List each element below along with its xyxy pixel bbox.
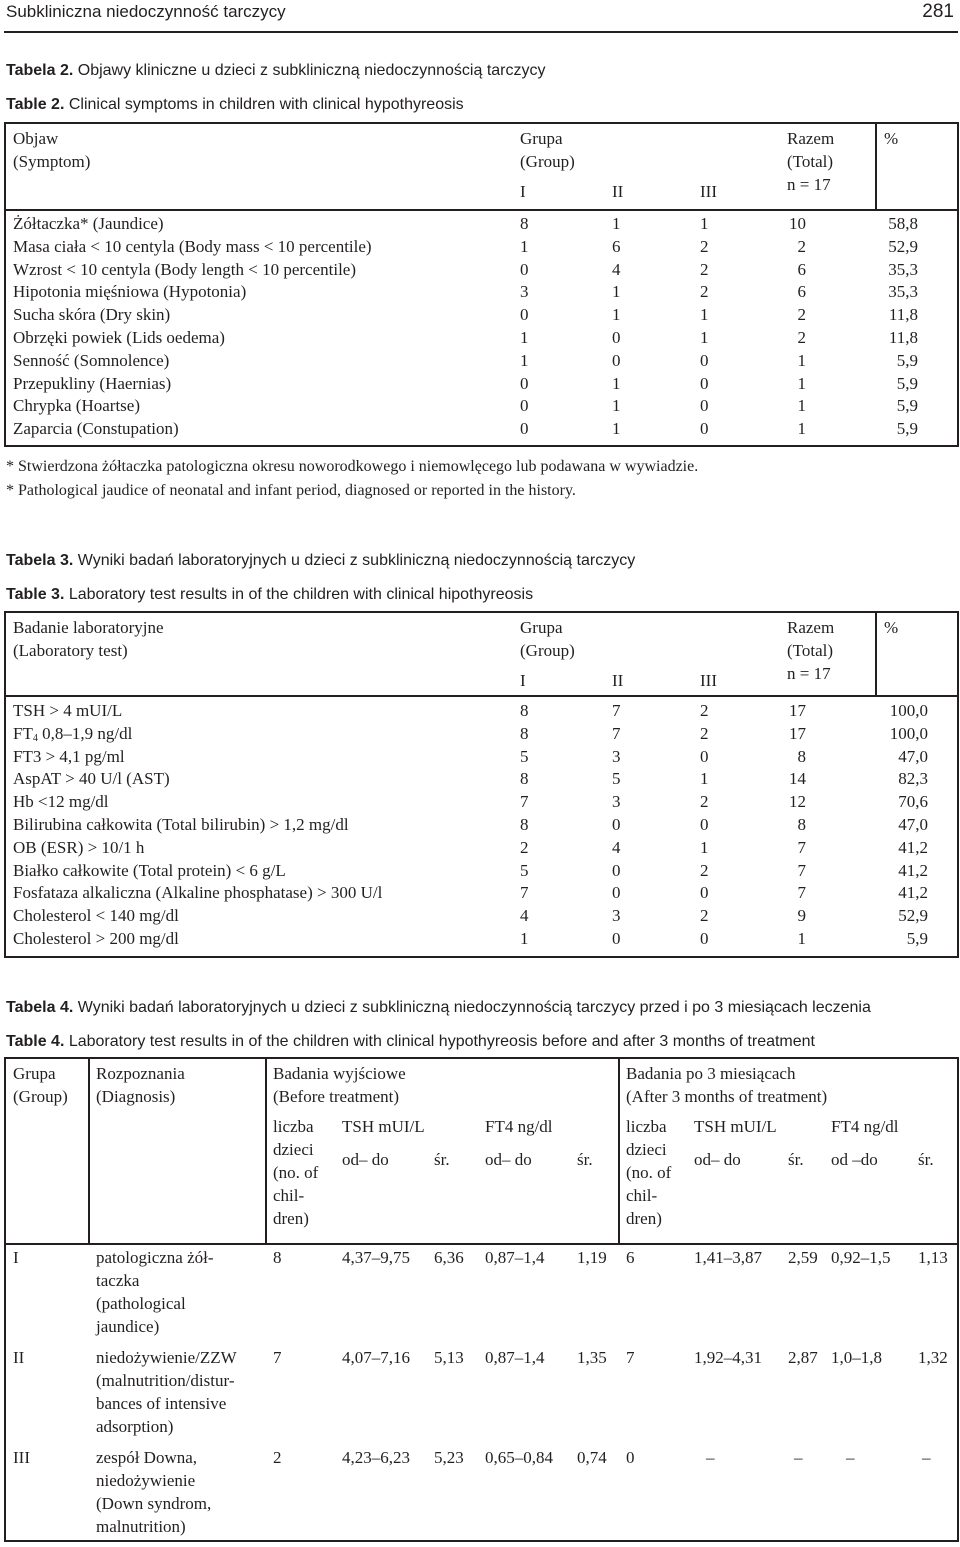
table4-before-header: Badania wyjściowe (Before treatment) [273, 1064, 406, 1106]
table3-pct-divider [875, 613, 877, 695]
table3-row-group-2: 0 [612, 929, 621, 948]
table3-row-label: TSH > 4 mUI/L [13, 701, 123, 720]
table4-row-before-count: 8 [273, 1248, 282, 1267]
table2-footnote-pl: * Stwierdzona żółtaczka patologiczna okresu noworodkowego i niemowlęcego lub podawana w wywiadzie. [6, 458, 699, 475]
table3-row-total: 14 [789, 769, 806, 789]
table4-row-before-ft4-mean: 0,74 [577, 1448, 607, 1467]
table4-after-ft4-range-header: od –do [831, 1150, 878, 1169]
table4-before-ft4-range-header: od– do [485, 1150, 532, 1169]
table4-row-before-tsh-mean: 6,36 [434, 1248, 464, 1267]
table2-row-group-2: 1 [612, 373, 621, 393]
table2-row-pct: 5,9 [896, 350, 918, 370]
table4-after-ft4-mean-header: śr. [918, 1150, 934, 1169]
table4-row-after-ft4-mean: 1,13 [918, 1248, 948, 1267]
table4-row-group: II [13, 1348, 25, 1367]
table2-row-label: Zaparcia (Constupation) [13, 419, 179, 439]
table3-row-group-1: 8 [520, 769, 529, 789]
table2-row-pct: 35,3 [888, 282, 918, 302]
table2-row-group-1: 0 [520, 373, 529, 393]
table3-row-label: Fosfataza alkaliczna (Alkaline phosphatase) > 300 U/l [13, 883, 383, 903]
table2-row-pct: 5,9 [896, 419, 918, 439]
table2-col-total-header: Razem (Total) n = 17 [787, 129, 835, 194]
table2-row-group-3: 1 [700, 328, 709, 347]
table3-row-group-2: 7 [612, 723, 621, 743]
table4-row-after-count: 0 [626, 1448, 635, 1467]
table2-row-group-3: 0 [700, 396, 709, 416]
table3-row-group-2: 0 [612, 883, 621, 903]
table4-after-count-header: liczba dzieci (no. of chil- dren) [626, 1117, 672, 1228]
table2-row-group-3: 0 [700, 419, 709, 439]
table2-row-group-2: 1 [612, 282, 621, 302]
table2-col-group-3: III [700, 182, 717, 201]
table2-row-group-1: 1 [520, 236, 529, 256]
table3-header-rule [6, 695, 957, 697]
table2-row-group-3: 2 [700, 236, 709, 256]
table4-row-before-ft4-mean: 1,35 [577, 1348, 607, 1367]
table2-col-group-header: Grupa (Group) [520, 129, 575, 171]
table3-row-group-2: 3 [612, 746, 621, 766]
table4-row-after-ft4-mean: 1,32 [918, 1348, 948, 1367]
table4-after-tsh-range-header: od– do [694, 1150, 741, 1169]
table3-row-group-1: 7 [520, 792, 529, 812]
table4-after-tsh-header: TSH mUI/L [694, 1117, 777, 1136]
table2-col-group-2: II [612, 182, 624, 201]
table3-col-group-1: I [520, 671, 526, 690]
table4-caption-en: Table 4. Laboratory test results in of the children with clinical hypothyreosis before and after 3 months of treatment [6, 1033, 815, 1050]
table2-row-group-3: 2 [700, 259, 709, 279]
table2-row-total: 10 [789, 214, 806, 233]
table2-row-pct: 58,8 [888, 214, 918, 233]
table3-row-pct: 5,9 [906, 929, 928, 948]
table3-row-pct: 41,2 [898, 883, 928, 903]
table3-row-group-3: 0 [700, 929, 709, 948]
page-header [4, 0, 958, 33]
table2-row-total: 6 [797, 259, 806, 279]
table4-before-tsh-mean-header: śr. [434, 1150, 450, 1169]
table3-row-label: Cholesterol > 200 mg/dl [13, 929, 179, 948]
table3-caption-pl: Tabela 3. Wyniki badań laboratoryjnych u dzieci z subkliniczną niedoczynnością tarczycy [6, 552, 636, 569]
table2-row-label: Sucha skóra (Dry skin) [13, 305, 171, 325]
table4-divider-after [618, 1059, 620, 1243]
table3-row-total: 7 [797, 883, 806, 903]
table2-row-group-2: 1 [612, 214, 621, 233]
table2-row-group-3: 0 [700, 373, 709, 393]
table2-row-label: Przepukliny (Haernias) [13, 373, 172, 393]
table4-row-before-count: 7 [273, 1348, 282, 1367]
table2-row-total: 1 [797, 350, 806, 370]
table4-row-before-ft4-range: 0,87–1,4 [485, 1248, 545, 1267]
table3-row-group-3: 1 [700, 837, 709, 857]
table4-row-before-tsh-range: 4,07–7,16 [342, 1348, 410, 1367]
table2-col-symptom-header: Objaw (Symptom) [13, 129, 91, 171]
table4-after-tsh-mean-header: śr. [788, 1150, 804, 1169]
table2-row-group-1: 0 [520, 396, 529, 416]
table3-row-group-2: 3 [612, 906, 621, 926]
table4-row-after-ft4-range: 0,92–1,5 [831, 1248, 891, 1267]
table2-row-group-1: 8 [520, 214, 529, 233]
table3-row-label: Bilirubina całkowita (Total bilirubin) > 1,2 mg/dl [13, 815, 349, 834]
table2-col-group-1: I [520, 182, 526, 201]
table4-row-after-ft4-mean: – [922, 1448, 931, 1467]
table3-row-total: 1 [797, 929, 806, 948]
table2-row-group-2: 0 [612, 328, 621, 347]
table3-row-group-1: 8 [520, 701, 529, 720]
table2-row-pct: 11,8 [888, 328, 918, 347]
table3-row-pct: 52,9 [898, 906, 928, 926]
table3-row-group-3: 0 [700, 883, 709, 903]
table3-row-group-2: 3 [612, 792, 621, 812]
table4-caption-pl: Tabela 4. Wyniki badań laboratoryjnych u dzieci z subkliniczną niedoczynnością tarczycy przed i po 3 miesiącach leczenia [6, 999, 871, 1016]
table2-row-group-2: 4 [612, 259, 621, 279]
table4-row-after-tsh-mean: 2,87 [788, 1348, 818, 1367]
table2-row-group-1: 3 [520, 282, 529, 302]
table4-header-rule [6, 1243, 957, 1245]
table3-col-group-2: II [612, 671, 624, 690]
table3-col-total-header: Razem (Total) n = 17 [787, 618, 835, 683]
table4-col-diagnosis-header: Rozpoznania (Diagnosis) [96, 1064, 185, 1106]
table3-col-pct-header: % [884, 618, 899, 637]
table3-row-pct: 41,2 [898, 837, 928, 857]
table2-row-total: 2 [797, 305, 806, 325]
table3-col-test-header: Badanie laboratoryjne (Laboratory test) [13, 618, 164, 660]
table3-row-group-2: 0 [612, 860, 621, 880]
table3-row-group-1: 2 [520, 837, 529, 857]
table3-row-group-3: 2 [700, 723, 709, 743]
table4-row-before-ft4-range: 0,65–0,84 [485, 1448, 553, 1467]
table3-row-pct: 100,0 [889, 701, 928, 720]
table4-before-ft4-header: FT4 ng/dl [485, 1117, 553, 1136]
table2-row-total: 1 [797, 419, 806, 439]
table3-row-group-2: 5 [612, 769, 621, 789]
table3-row-pct: 41,2 [898, 860, 928, 880]
table3-row-label: AspAT > 40 U/l (AST) [13, 769, 170, 789]
table3-row-pct: 47,0 [898, 815, 928, 834]
table2-row-group-3: 2 [700, 282, 709, 302]
table3-row-pct: 82,3 [898, 769, 928, 789]
table2-row-group-2: 1 [612, 396, 621, 416]
table2-row-total: 6 [797, 282, 806, 302]
table2-row-label: Obrzęki powiek (Lids oedema) [13, 328, 225, 347]
table3-row-pct: 70,6 [898, 792, 928, 812]
table2-pct-divider [875, 124, 877, 209]
table2-row-group-3: 1 [700, 305, 709, 325]
table3-row-group-1: 5 [520, 746, 529, 766]
table2-row-group-2: 1 [612, 419, 621, 439]
table4-divider-group [88, 1059, 90, 1243]
table4-row-after-count: 7 [626, 1348, 635, 1367]
table2-row-group-1: 0 [520, 419, 529, 439]
table4-row-before-ft4-mean: 1,19 [577, 1248, 607, 1267]
table2-row-label: Masa ciała < 10 centyla (Body mass < 10 percentile) [13, 236, 372, 256]
table2-row-label: Żółtaczka* (Jaundice) [13, 214, 164, 233]
table4-row-after-tsh-range: – [706, 1448, 715, 1467]
table2-row-group-1: 1 [520, 328, 529, 347]
table3-row-pct: 100,0 [889, 723, 928, 743]
table3-row-group-3: 1 [700, 769, 709, 789]
table3-row-group-1: 8 [520, 815, 529, 834]
table2-row-label: Senność (Somnolence) [13, 350, 170, 370]
table2-row-pct: 5,9 [896, 396, 918, 416]
table3-row-group-1: 5 [520, 860, 529, 880]
table4-row-after-tsh-mean: 2,59 [788, 1248, 818, 1267]
table3-row-group-3: 2 [700, 860, 709, 880]
table4 [4, 1057, 959, 1542]
table3-row-group-3: 0 [700, 815, 709, 834]
table4-row-group: III [13, 1448, 30, 1467]
table4-row-diagnosis: niedożywienie/ZZW (malnutrition/distur- bances of intensive adsorption) [96, 1348, 237, 1436]
table2-caption-en: Table 2. Clinical symptoms in children with clinical hypothyreosis [6, 96, 464, 113]
table4-row-before-count: 2 [273, 1448, 282, 1467]
table4-row-diagnosis: zespół Downa, niedożywienie (Down syndrom, malnutrition) [96, 1448, 212, 1536]
table4-row-after-ft4-range: 1,0–1,8 [831, 1348, 882, 1367]
table4-row-after-ft4-range: – [846, 1448, 855, 1467]
table2-row-total: 2 [797, 236, 806, 256]
table4-row-before-tsh-range: 4,23–6,23 [342, 1448, 410, 1467]
table3-row-total: 12 [789, 792, 806, 812]
table3-row-group-3: 2 [700, 701, 709, 720]
table2-row-label: Chrypka (Hoartse) [13, 396, 140, 416]
table3-row-total: 17 [789, 701, 806, 720]
table2-row-total: 1 [797, 396, 806, 416]
table3-row-group-2: 0 [612, 815, 621, 834]
table3-row-total: 8 [797, 815, 806, 834]
table3-row-total: 9 [797, 906, 806, 926]
table2-row-pct: 5,9 [896, 373, 918, 393]
table4-row-after-count: 6 [626, 1248, 635, 1267]
table2-header-rule [6, 209, 957, 211]
table2-row-group-2: 6 [612, 236, 621, 256]
table4-row-before-tsh-range: 4,37–9,75 [342, 1248, 410, 1267]
running-title: Subkliniczna niedoczynność tarczycy [6, 2, 286, 21]
table2-row-pct: 35,3 [888, 259, 918, 279]
table2-row-group-2: 0 [612, 350, 621, 370]
table4-before-count-header: liczba dzieci (no. of chil- dren) [273, 1117, 319, 1228]
table3-row-total: 7 [797, 860, 806, 880]
table4-row-before-tsh-mean: 5,13 [434, 1348, 464, 1367]
table3-row-label: OB (ESR) > 10/1 h [13, 837, 145, 857]
table4-after-header: Badania po 3 miesiącach (After 3 months of treatment) [626, 1064, 828, 1106]
table4-before-tsh-header: TSH mUI/L [342, 1117, 425, 1136]
table3-row-pct: 47,0 [898, 746, 928, 766]
table2-caption-pl: Tabela 2. Objawy kliniczne u dzieci z subkliniczną niedoczynnością tarczycy [6, 62, 546, 79]
table2-col-pct-header: % [884, 129, 899, 148]
table3-row-group-1: 4 [520, 906, 529, 926]
table4-row-after-tsh-range: 1,41–3,87 [694, 1248, 762, 1267]
table4-row-before-tsh-mean: 5,23 [434, 1448, 464, 1467]
table4-row-diagnosis: patologiczna żół- taczka (pathological jaundice) [96, 1248, 214, 1336]
table3-row-group-1: 1 [520, 929, 529, 948]
table3-row-group-3: 0 [700, 746, 709, 766]
table2-row-pct: 52,9 [888, 236, 918, 256]
table4-before-tsh-range-header: od– do [342, 1150, 389, 1169]
table2-row-total: 1 [797, 373, 806, 393]
table2 [4, 122, 959, 447]
table3-row-group-3: 2 [700, 906, 709, 926]
table3-row-total: 8 [797, 746, 806, 766]
table2-row-group-3: 1 [700, 214, 709, 233]
table2-row-group-2: 1 [612, 305, 621, 325]
table3-row-total: 7 [797, 837, 806, 857]
page-number: 281 [922, 1, 954, 22]
table3-caption-en: Table 3. Laboratory test results in of the children with clinical hipothyreosis [6, 586, 534, 603]
table3-row-label: Cholesterol < 140 mg/dl [13, 906, 179, 926]
table3-row-group-2: 7 [612, 701, 621, 720]
table4-before-ft4-mean-header: śr. [577, 1150, 593, 1169]
table3-row-label: FT3 > 4,1 pg/ml [13, 746, 125, 766]
table4-after-ft4-header: FT4 ng/dl [831, 1117, 899, 1136]
table3-row-label: Hb <12 mg/dl [13, 792, 109, 812]
table3-row-total: 17 [789, 723, 806, 743]
table2-row-pct: 11,8 [888, 305, 918, 325]
table4-col-group-header: Grupa (Group) [13, 1064, 68, 1106]
table4-row-after-tsh-mean: – [794, 1448, 803, 1467]
table3-row-group-1: 8 [520, 723, 529, 743]
table2-row-group-1: 0 [520, 259, 529, 279]
table2-row-total: 2 [797, 328, 806, 347]
table4-row-before-ft4-range: 0,87–1,4 [485, 1348, 545, 1367]
table3-row-group-3: 2 [700, 792, 709, 812]
table2-footnote-en: * Pathological jaudice of neonatal and infant period, diagnosed or reported in the history. [6, 482, 576, 499]
table4-row-after-tsh-range: 1,92–4,31 [694, 1348, 762, 1367]
table3-row-group-1: 7 [520, 883, 529, 903]
table2-row-group-1: 1 [520, 350, 529, 370]
table3-row-label: Białko całkowite (Total protein) < 6 g/L [13, 860, 286, 880]
table2-row-label: Wzrost < 10 centyla (Body length < 10 percentile) [13, 259, 357, 279]
table4-row-group: I [13, 1248, 19, 1267]
table2-row-group-1: 0 [520, 305, 529, 325]
table3-col-group-header: Grupa (Group) [520, 618, 575, 660]
table3-col-group-3: III [700, 671, 717, 690]
table3 [4, 611, 959, 958]
table2-row-group-3: 0 [700, 350, 709, 370]
table2-row-label: Hipotonia mięśniowa (Hypotonia) [13, 282, 247, 302]
table3-row-group-2: 4 [612, 837, 621, 857]
table3-row-label: $FT_4$ 0,8–1,9 ng/dl [13, 723, 133, 744]
table4-divider-diag [265, 1059, 267, 1243]
